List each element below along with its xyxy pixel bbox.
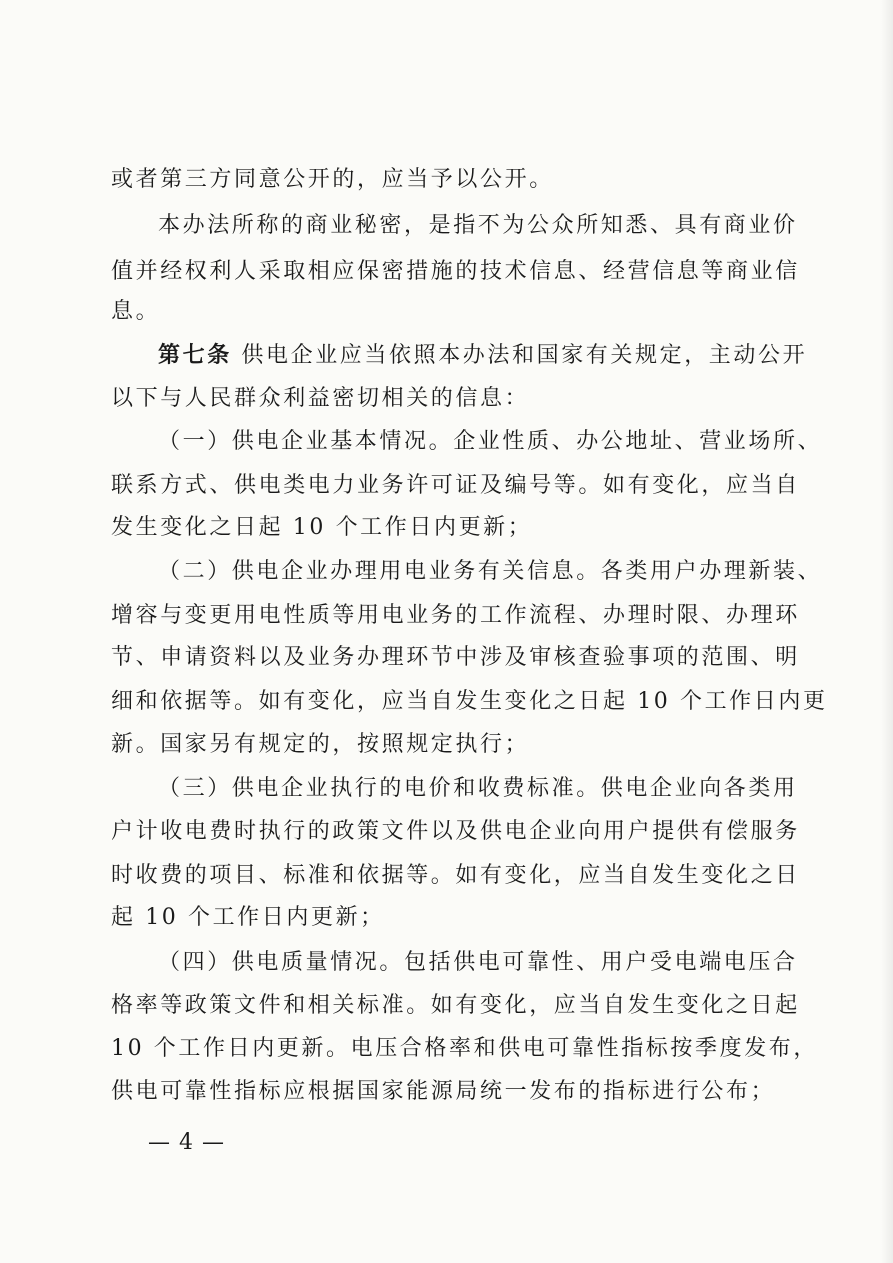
text-line-2: 本办法所称的商业秘密，是指不为公众所知悉、具有商业价 [158, 213, 798, 238]
text-line-7: （一）供电企业基本情况。企业性质、办公地址、营业场所、 [158, 429, 823, 454]
page-number: — 4 — [148, 1130, 225, 1155]
text-line-8: 联系方式、供电类电力业务许可证及编号等。如有变化，应当自 [111, 473, 800, 498]
text-line-11: 增容与变更用电性质等用电业务的工作流程、办理时限、办理环 [111, 603, 800, 628]
text-line-6: 以下与人民群众利益密切相关的信息： [111, 386, 530, 411]
text-line-3: 值并经权利人采取相应保密措施的技术信息、经营信息等商业信 [111, 259, 800, 284]
text-line-15: （三）供电企业执行的电价和收费标准。供电企业向各类用 [158, 776, 798, 801]
text-line-5 [158, 340, 807, 371]
text-line-9: 发生变化之日起 10 个工作日内更新； [111, 515, 533, 540]
text-line-20: 格率等政策文件和相关标准。如有变化，应当自发生变化之日起 [111, 993, 800, 1018]
text-line-21: 10 个工作日内更新。电压合格率和供电可靠性指标按季度发布， [111, 1036, 818, 1061]
text-line-12: 节、申请资料以及业务办理环节中涉及审核查验事项的范围、明 [111, 645, 800, 670]
page-edge-shadow [881, 0, 893, 1263]
text-line-16: 户计收电费时执行的政策文件以及供电企业向用户提供有偿服务 [111, 819, 800, 844]
text-line-17: 时收费的项目、标准和依据等。如有变化，应当自发生变化之日 [111, 863, 800, 888]
text-line-13: 细和依据等。如有变化，应当自发生变化之日起 10 个工作日内更 [111, 689, 828, 714]
text-line-4: 息。 [111, 299, 161, 324]
text-line-18: 起 10 个工作日内更新； [111, 905, 385, 930]
article-label: 第七条 [158, 342, 232, 368]
text-line-14: 新。国家另有规定的，按照规定执行； [111, 732, 530, 757]
article-text: 供电企业应当依照本办法和国家有关规定，主动公开 [231, 343, 808, 368]
text-line-10: （二）供电企业办理用电业务有关信息。各类用户办理新装、 [158, 559, 823, 584]
text-line-19: （四）供电质量情况。包括供电可靠性、用户受电端电压合 [158, 950, 798, 975]
text-line-22: 供电可靠性指标应根据国家能源局统一发布的指标进行公布； [111, 1079, 776, 1104]
text-line-1: 或者第三方同意公开的，应当予以公开。 [111, 167, 554, 192]
